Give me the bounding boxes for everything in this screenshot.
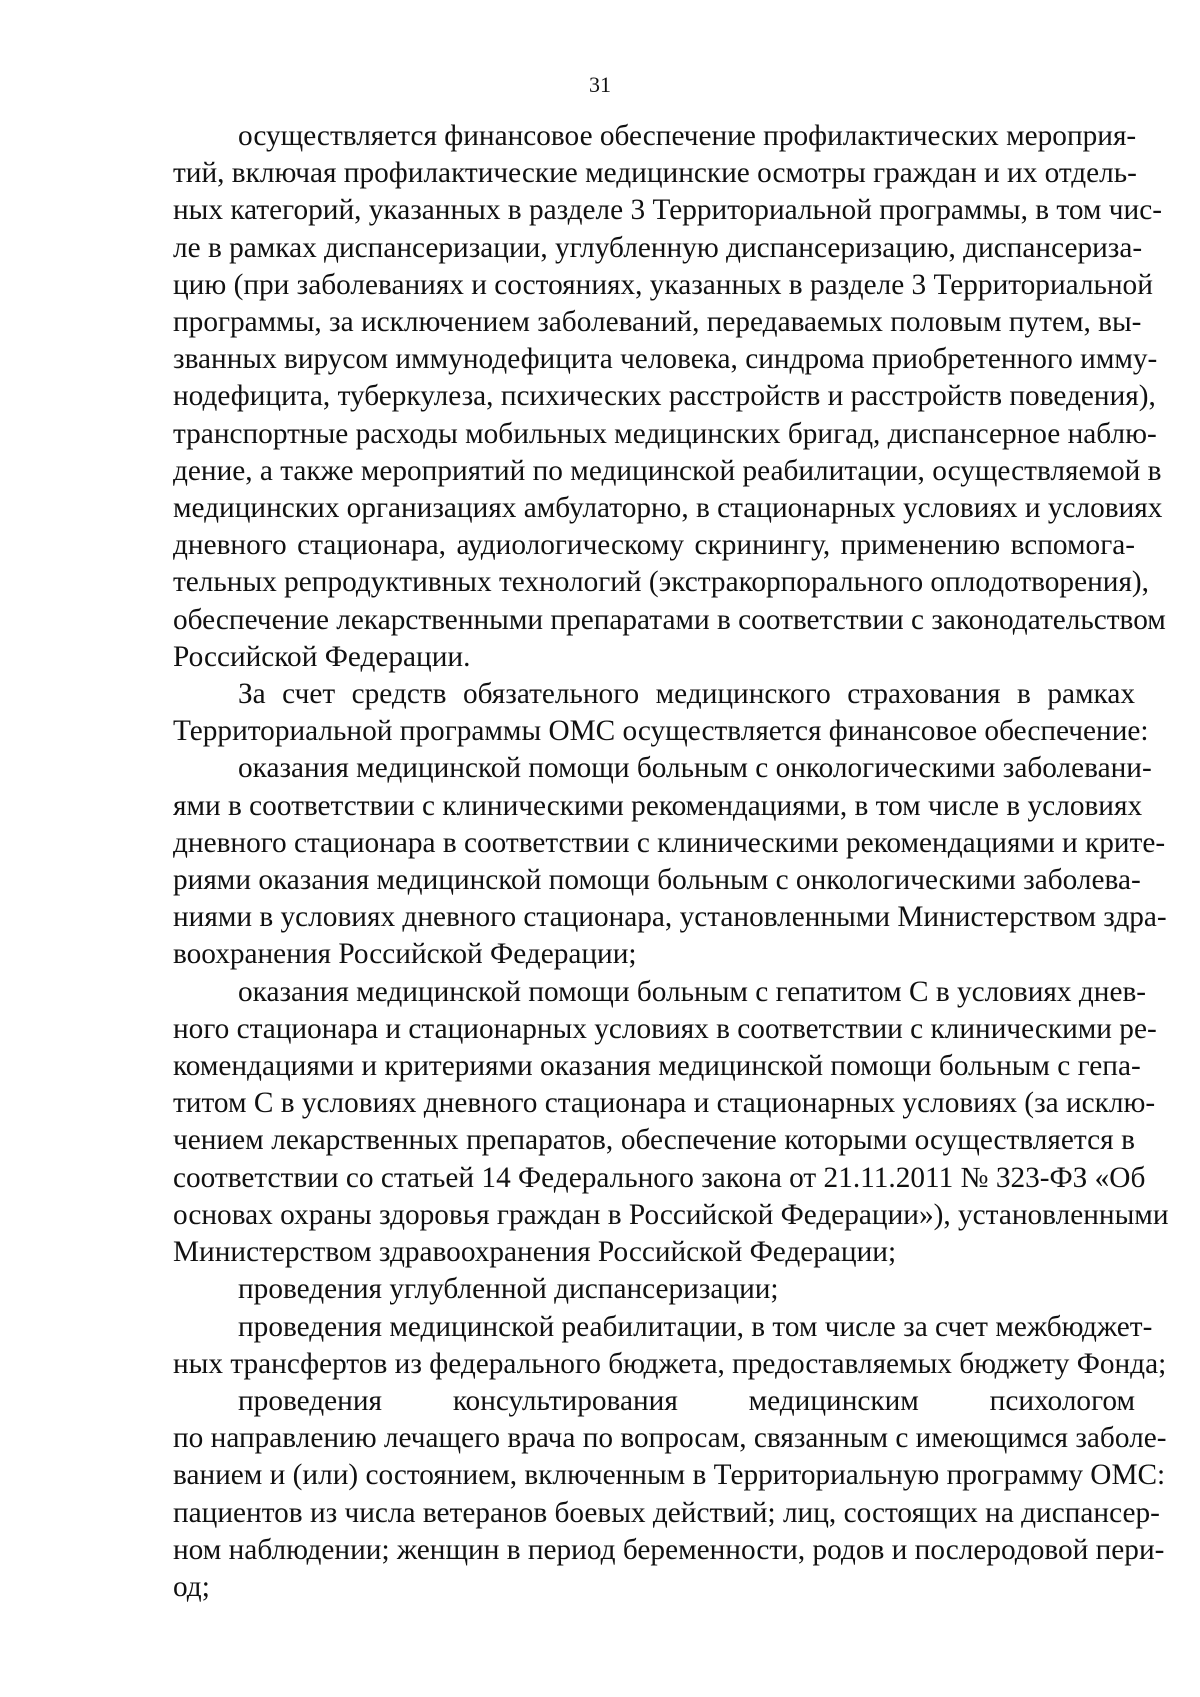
text-line: комендациями и критериями оказания медицинской помощи больным с гепа- xyxy=(173,1050,1141,1083)
text-line: За счет средств обязательного медицинского страхования в рамках xyxy=(238,678,1135,711)
text-line: ле в рамках диспансеризации, углубленную диспансеризацию, диспансериза- xyxy=(173,231,1143,264)
text-line: проведения консультирования медицинским психологом xyxy=(238,1384,1135,1417)
text-line: проведения медицинской реабилитации, в том числе за счет межбюджет- xyxy=(238,1310,1153,1343)
text-line: титом С в условиях дневного стационара и стационарных условиях (за исклю- xyxy=(173,1087,1156,1120)
text-line: нодефицита, туберкулеза, психических расстройств и расстройств поведения), xyxy=(173,380,1156,413)
text-line: дневного стационара, аудиологическому скринингу, применению вспомога- xyxy=(173,529,1135,562)
text-line: ниями в условиях дневного стационара, установленными Министерством здра- xyxy=(173,901,1167,934)
text-line: чением лекарственных препаратов, обеспечение которыми осуществляется в xyxy=(173,1124,1135,1157)
text-line: ных категорий, указанных в разделе 3 Территориальной программы, в том чис- xyxy=(173,194,1162,227)
text-line: тий, включая профилактические медицинские осмотры граждан и их отдель- xyxy=(173,157,1137,190)
text-line: Российской Федерации. xyxy=(173,640,471,673)
text-line: проведения углубленной диспансеризации; xyxy=(238,1273,779,1306)
text-line: программы, за исключением заболеваний, передаваемых половым путем, вы- xyxy=(173,306,1142,339)
text-line: ном наблюдении; женщин в период беременности, родов и послеродовой пери- xyxy=(173,1533,1165,1566)
text-line: пациентов из числа ветеранов боевых действий; лиц, состоящих на диспансер- xyxy=(173,1496,1160,1529)
text-line: дневного стационара в соответствии с клиническими рекомендациями и крите- xyxy=(173,826,1166,859)
text-line: осуществляется финансовое обеспечение профилактических мероприя- xyxy=(238,120,1137,152)
text-line: по направлению лечащего врача по вопросам, связанным с имеющимся заболе- xyxy=(173,1422,1167,1455)
text-line: оказания медицинской помощи больным с онкологическими заболевани- xyxy=(238,752,1152,785)
text-line: ванием и (или) состоянием, включенным в Территориальную программу ОМС: xyxy=(173,1459,1166,1492)
page-number: 31 xyxy=(589,72,611,97)
text-line: званных вирусом иммунодефицита человека, синдрома приобретенного имму- xyxy=(173,343,1158,376)
text-line: обеспечение лекарственными препаратами в соответствии с законодательством xyxy=(173,603,1166,636)
text-line: ями в соответствии с клиническими рекомендациями, в том числе в условиях xyxy=(173,789,1143,822)
text-line: дение, а также мероприятий по медицинской реабилитации, осуществляемой в xyxy=(173,454,1162,487)
document-body xyxy=(173,118,1169,1606)
text-line: медицинских организациях амбулаторно, в стационарных условиях и условиях xyxy=(173,492,1163,525)
text-line: основах охраны здоровья граждан в Российской Федерации»), установленными xyxy=(173,1198,1169,1231)
text-line: цию (при заболеваниях и состояниях, указанных в разделе 3 Территориальной xyxy=(173,268,1153,301)
text-line: од; xyxy=(173,1570,210,1603)
text-line: транспортные расходы мобильных медицинских бригад, диспансерное наблю- xyxy=(173,417,1157,450)
text-line: оказания медицинской помощи больным с гепатитом С в условиях днев- xyxy=(238,975,1147,1008)
text-line: ных трансфертов из федерального бюджета, предоставляемых бюджету Фонда; xyxy=(173,1347,1167,1380)
text-line: тельных репродуктивных технологий (экстракорпорального оплодотворения), xyxy=(173,566,1149,599)
text-line: риями оказания медицинской помощи больным с онкологическими заболева- xyxy=(173,864,1141,897)
text-line: соответствии со статьей 14 Федерального закона от 21.11.2011 № 323-ФЗ «Об xyxy=(173,1161,1146,1194)
text-line: Министерством здравоохранения Российской Федерации; xyxy=(173,1236,897,1269)
text-line: воохранения Российской Федерации; xyxy=(173,938,637,971)
text-line: ного стационара и стационарных условиях в соответствии с клиническими ре- xyxy=(173,1012,1157,1045)
text-line: Территориальной программы ОМС осуществляется финансовое обеспечение: xyxy=(173,715,1149,748)
